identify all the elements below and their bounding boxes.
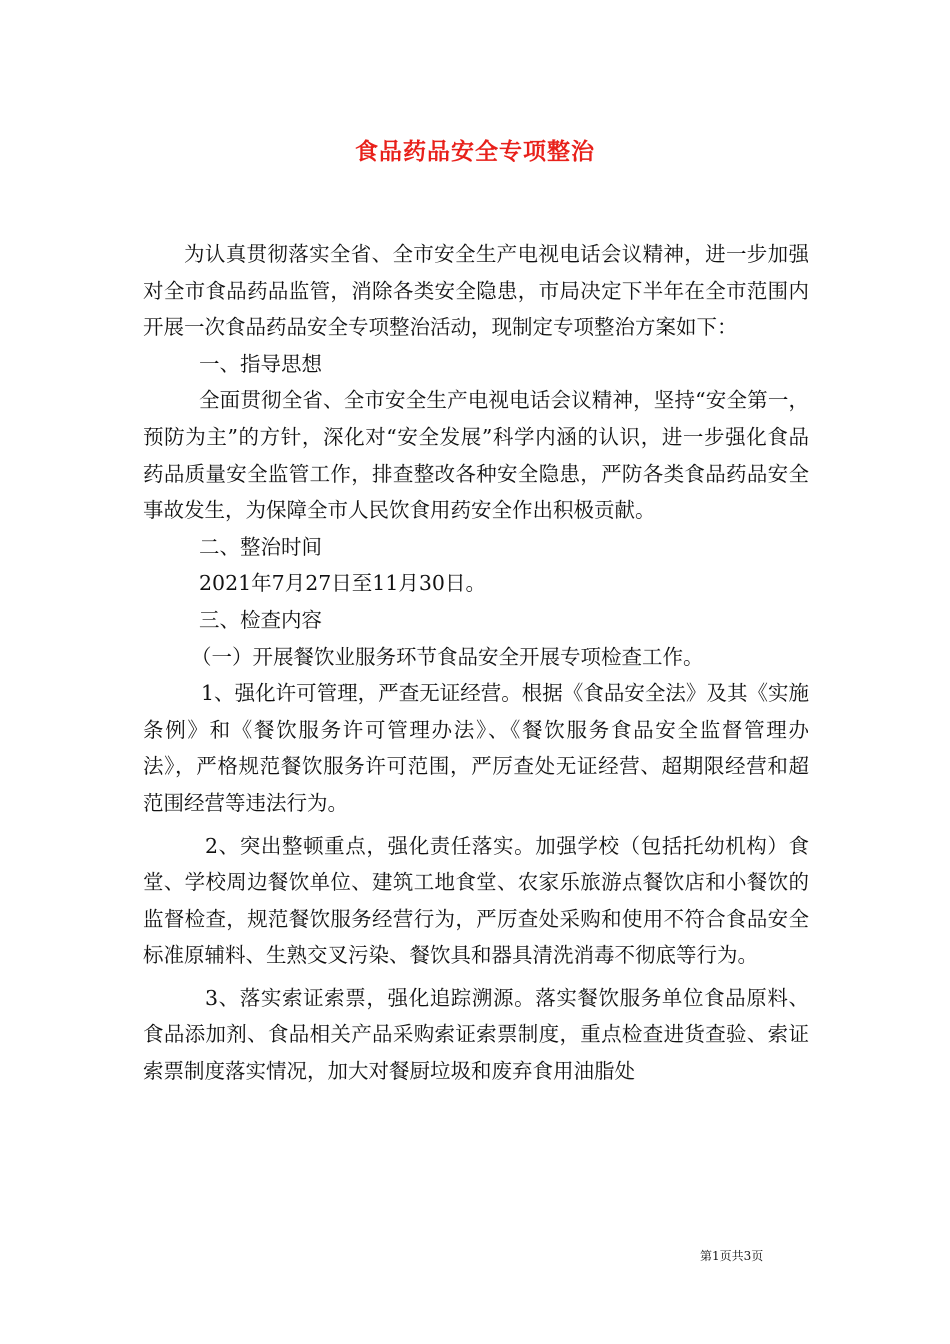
item-3-paragraph: 3、落实索证索票，强化追踪溯源。落实餐饮服务单位食品原料、食品添加剂、食品相关产品采购索证索票制度，重点检查进货查验、索证索票制度落实情况，加大对餐厨垃圾和废弃食用油脂处 [143, 985, 809, 1084]
guiding-thought-paragraph: 全面贯彻全省、全市安全生产电视电话会议精神，坚持“安全第一，预防为主”的方针，深化对“安全发展”科学内涵的认识，进一步强化食品药品质量安全监管工作，排查整改各种安全隐患，严防各类食品药品安全事故发生，为保障全市人民饮食用药安全作出积极贡献。 [143, 388, 809, 523]
page-number-footer: 第1页共3页 [700, 1249, 764, 1263]
subsection-heading-catering: （一）开展餐饮业服务环节食品安全开展专项检查工作。 [191, 644, 704, 669]
document-title: 食品药品安全专项整治 [355, 138, 595, 165]
section-heading-timeframe: 二、整治时间 [199, 534, 322, 559]
item-1-paragraph: 1、强化许可管理，严查无证经营。根据《食品安全法》及其《实施条例》和《餐饮服务许可管理办法》、《餐饮服务食品安全监督管理办法》，严格规范餐饮服务许可范围，严厉查处无证经营、超期限经营和超范围经营等违法行为。 [143, 681, 809, 815]
section-heading-guiding-thought: 一、指导思想 [199, 351, 322, 376]
timeframe-paragraph: 2021年7月27日至11月30日。 [199, 571, 486, 596]
section-heading-inspection-content: 三、检查内容 [199, 607, 322, 632]
item-2-paragraph: 2、突出整顿重点，强化责任落实。加强学校（包括托幼机构）食堂、学校周边餐饮单位、建筑工地食堂、农家乐旅游点餐饮店和小餐饮的监督检查，规范餐饮服务经营行为，严厉查处采购和使用不符合食品安全标准原辅料、生熟交叉污染、餐饮具和器具清洗消毒不彻底等行为。 [143, 833, 809, 968]
intro-paragraph: 为认真贯彻落实全省、全市安全生产电视电话会议精神，进一步加强对全市食品药品监管，消除各类安全隐患，市局决定下半年在全市范围内开展一次食品药品安全专项整治活动，现制定专项整治方案如下： [143, 242, 809, 340]
document-body [143, 236, 809, 1090]
